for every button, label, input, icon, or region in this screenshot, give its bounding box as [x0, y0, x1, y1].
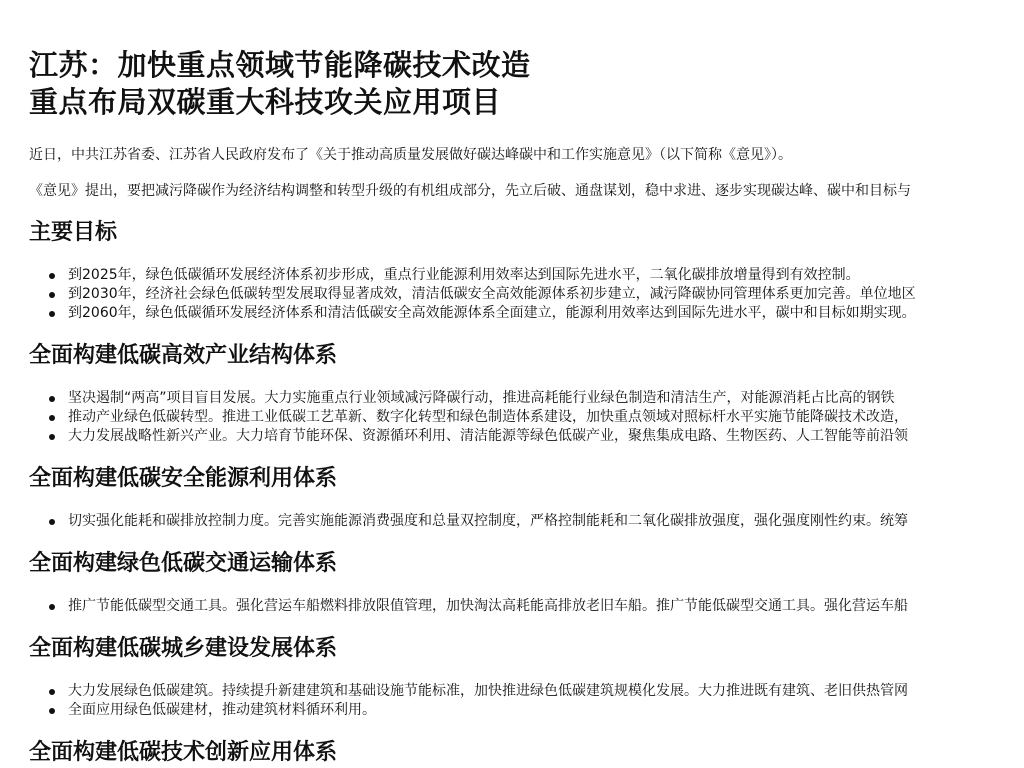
bullet-dot-icon — [49, 292, 55, 298]
bullet-dot-icon — [49, 604, 55, 610]
list-item-text: 全面应用绿色低碳建材，推动建筑材料循环利用。 — [68, 702, 376, 718]
bullet-dot-icon — [49, 434, 55, 440]
bullet-dot-icon — [49, 519, 55, 525]
bullet-dot-icon — [49, 708, 55, 714]
intro-paragraph: 近日，中共江苏省委、江苏省人民政府发布了《关于推动高质量发展做好碳达峰碳中和工作实施意见》（以下简称《意见》）。 — [29, 147, 792, 163]
title-line-2: 重点布局双碳重大科技攻关应用项目 — [29, 85, 502, 119]
list-item — [29, 266, 1024, 285]
list-item-text: 大力发展战略性新兴产业。大力培育节能环保、资源循环利用、清洁能源等绿色低碳产业，聚焦集成电路、生物医药、人工智能等前沿领 — [68, 428, 908, 444]
bullet-dot-icon — [49, 689, 55, 695]
list-item — [29, 389, 1024, 408]
transport-list — [29, 597, 1024, 616]
list-item — [29, 701, 1024, 720]
list-item — [29, 304, 1024, 323]
opinion-paragraph: 《意见》提出，要把减污降碳作为经济结构调整和转型升级的有机组成部分，先立后破、通盘谋划，稳中求进、逐步实现碳达峰、碳中和目标与 — [29, 183, 911, 199]
section-heading-tech-innovation: 全面构建低碳技术创新应用体系 — [29, 740, 338, 765]
bullet-dot-icon — [49, 273, 55, 279]
article-title — [29, 47, 1024, 121]
list-item-text: 到2030年，经济社会绿色低碳转型发展取得显著成效，清洁低碳安全高效能源体系初步建立，减污降碳协同管理体系更加完善。单位地区 — [68, 286, 916, 302]
energy-list — [29, 512, 1024, 531]
list-item — [29, 427, 1024, 446]
section-heading-main-goals: 主要目标 — [29, 220, 118, 245]
section-heading-transport: 全面构建绿色低碳交通运输体系 — [29, 551, 338, 576]
section-heading-urban-rural: 全面构建低碳城乡建设发展体系 — [29, 636, 338, 661]
list-item-text: 切实强化能耗和碳排放控制力度。完善实施能源消费强度和总量双控制度，严格控制能耗和二氧化碳排放强度，强化强度刚性约束。统筹 — [68, 513, 908, 529]
list-item — [29, 285, 1024, 304]
section-heading-industry: 全面构建低碳高效产业结构体系 — [29, 343, 338, 368]
bullet-dot-icon — [49, 396, 55, 402]
list-item — [29, 408, 1024, 427]
article-content — [29, 47, 1024, 768]
bullet-dot-icon — [49, 311, 55, 317]
list-item-text: 推广节能低碳型交通工具。强化营运车船燃料排放限值管理，加快淘汰高耗能高排放老旧车船。推广节能低碳型交通工具。强化营运车船 — [68, 598, 908, 614]
main-goals-list — [29, 266, 1024, 323]
list-item-text: 大力发展绿色低碳建筑。持续提升新建建筑和基础设施节能标准，加快推进绿色低碳建筑规模化发展。大力推进既有建筑、老旧供热管网 — [68, 683, 908, 699]
list-item-text: 推动产业绿色低碳转型。推进工业低碳工艺革新、数字化转型和绿色制造体系建设，加快重点领域对照标杆水平实施节能降碳技术改造， — [68, 409, 908, 425]
urban-rural-list — [29, 682, 1024, 720]
list-item-text: 坚决遏制“两高”项目盲目发展。大力实施重点行业领域减污降碳行动，推进高耗能行业绿色制造和清洁生产，对能源消耗占比高的钢铁 — [68, 390, 895, 406]
title-line-1: 江苏：加快重点领域节能降碳技术改造 — [29, 48, 531, 82]
list-item — [29, 682, 1024, 701]
list-item-text: 到2060年，绿色低碳循环发展经济体系和清洁低碳安全高效能源体系全面建立，能源利用效率达到国际先进水平，碳中和目标如期实现。 — [68, 305, 916, 321]
bullet-dot-icon — [49, 415, 55, 421]
industry-list — [29, 389, 1024, 446]
list-item — [29, 512, 1024, 531]
section-heading-energy: 全面构建低碳安全能源利用体系 — [29, 466, 338, 491]
list-item-text: 到2025年，绿色低碳循环发展经济体系初步形成，重点行业能源利用效率达到国际先进水平，二氧化碳排放增量得到有效控制。 — [68, 267, 860, 283]
list-item — [29, 597, 1024, 616]
